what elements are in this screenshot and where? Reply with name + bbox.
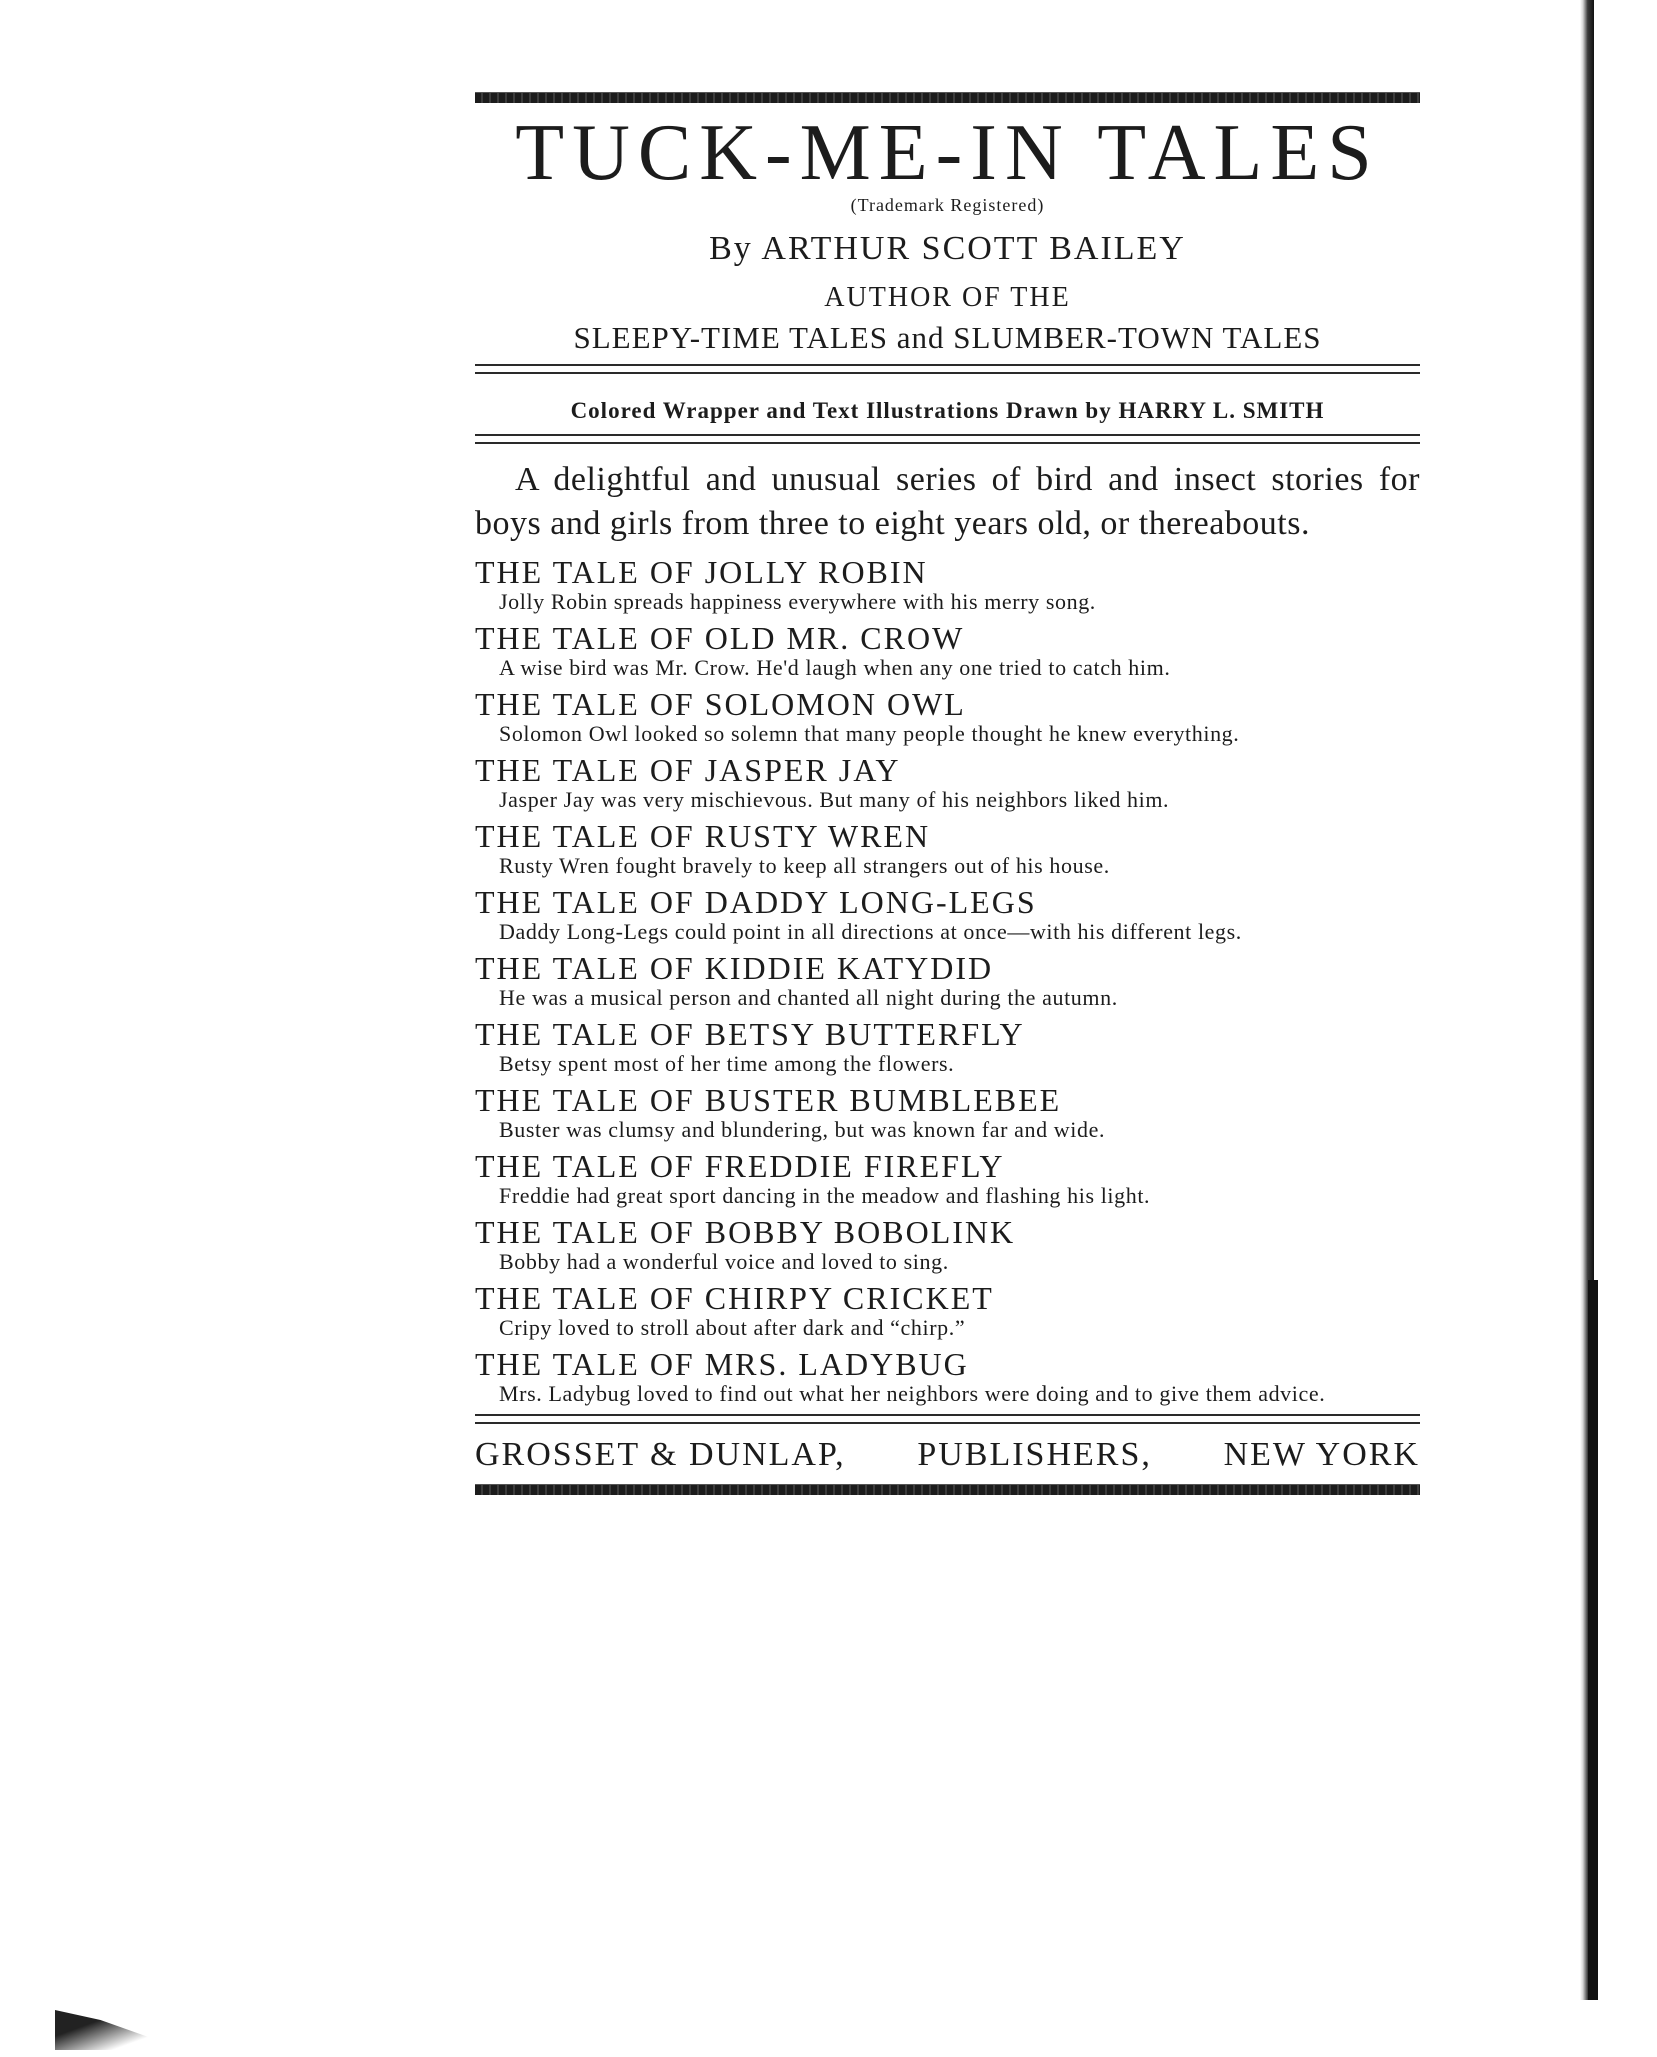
divider-rule: [475, 434, 1420, 444]
tale-description: Jasper Jay was very mischievous. But many of his neighbors liked him.: [499, 787, 1170, 812]
tale-title: THE TALE OF RUSTY WREN: [475, 818, 931, 854]
tale-title: THE TALE OF JASPER JAY: [475, 752, 901, 788]
other-series-names: SLEEPY-TIME TALES and SLUMBER-TOWN TALES: [573, 320, 1322, 355]
advertisement-block: [475, 92, 1420, 1495]
author-byline: By ARTHUR SCOTT BAILEY: [709, 230, 1186, 267]
tale-description: A wise bird was Mr. Crow. He'd laugh when any one tried to catch him.: [499, 655, 1171, 680]
publisher-role: PUBLISHERS,: [917, 1436, 1152, 1473]
tale-description: He was a musical person and chanted all night during the autumn.: [499, 985, 1118, 1010]
publisher-name: GROSSET & DUNLAP,: [475, 1436, 846, 1473]
tale-title: THE TALE OF BETSY BUTTERFLY: [475, 1016, 1025, 1052]
author-of-label: AUTHOR OF THE: [824, 282, 1071, 313]
tale-title: THE TALE OF DADDY LONG-LEGS: [475, 884, 1037, 920]
tale-title: THE TALE OF BOBBY BOBOLINK: [475, 1214, 1016, 1250]
divider-rule: [475, 364, 1420, 374]
divider-rule: [475, 1414, 1420, 1424]
tale-entry: [475, 1214, 1420, 1274]
top-border-rule: [475, 92, 1420, 103]
tale-description: Buster was clumsy and blundering, but was known far and wide.: [499, 1117, 1106, 1142]
tale-description: Cripy loved to stroll about after dark and “chirp.”: [499, 1315, 966, 1340]
tale-title: THE TALE OF KIDDIE KATYDID: [475, 950, 994, 986]
tale-description: Freddie had great sport dancing in the meadow and flashing his light.: [499, 1183, 1151, 1208]
tale-title: THE TALE OF BUSTER BUMBLEBEE: [475, 1082, 1062, 1118]
tales-list: [475, 554, 1420, 1406]
scan-corner-artifact: [55, 2010, 185, 2050]
tale-description: Daddy Long-Legs could point in all directions at once—with his different legs.: [499, 919, 1242, 944]
tale-entry: [475, 686, 1420, 746]
tale-entry: [475, 1346, 1420, 1406]
trademark-note: (Trademark Registered): [850, 195, 1045, 215]
illustration-credits: Colored Wrapper and Text Illustrations Drawn by HARRY L. SMITH: [570, 398, 1325, 423]
tale-entry: [475, 818, 1420, 878]
scan-edge-shadow-dark: [1588, 1280, 1598, 2000]
tale-entry: [475, 1280, 1420, 1340]
series-description: A delightful and unusual series of bird and insect stories for boys and girls from three to eight years old, or thereabouts.: [475, 461, 1420, 542]
publisher-city: NEW YORK: [1223, 1436, 1420, 1473]
tale-description: Mrs. Ladybug loved to find out what her neighbors were doing and to give them advice.: [499, 1381, 1326, 1406]
tale-description: Solomon Owl looked so solemn that many people thought he knew everything.: [499, 721, 1240, 746]
tale-entry: [475, 752, 1420, 812]
tale-title: THE TALE OF JOLLY ROBIN: [475, 554, 928, 590]
tale-entry: [475, 884, 1420, 944]
tale-entry: [475, 1148, 1420, 1208]
tale-entry: [475, 620, 1420, 680]
tale-title: THE TALE OF SOLOMON OWL: [475, 686, 966, 722]
tale-title: THE TALE OF MRS. LADYBUG: [475, 1346, 969, 1382]
tale-description: Bobby had a wonderful voice and loved to sing.: [499, 1249, 949, 1274]
tale-entry: [475, 1082, 1420, 1142]
tale-description: Rusty Wren fought bravely to keep all strangers out of his house.: [499, 853, 1110, 878]
tale-description: Betsy spent most of her time among the flowers.: [499, 1051, 955, 1076]
tale-title: THE TALE OF FREDDIE FIREFLY: [475, 1148, 1005, 1184]
tale-description: Jolly Robin spreads happiness everywhere with his merry song.: [499, 589, 1096, 614]
tale-entry: [475, 950, 1420, 1010]
bottom-border-rule: [475, 1484, 1420, 1495]
tale-entry: [475, 554, 1420, 614]
publisher-line: [475, 1424, 1420, 1484]
tale-entry: [475, 1016, 1420, 1076]
tale-title: THE TALE OF OLD MR. CROW: [475, 620, 965, 656]
tale-title: THE TALE OF CHIRPY CRICKET: [475, 1280, 994, 1316]
series-title: TUCK-ME-IN TALES: [515, 109, 1380, 197]
